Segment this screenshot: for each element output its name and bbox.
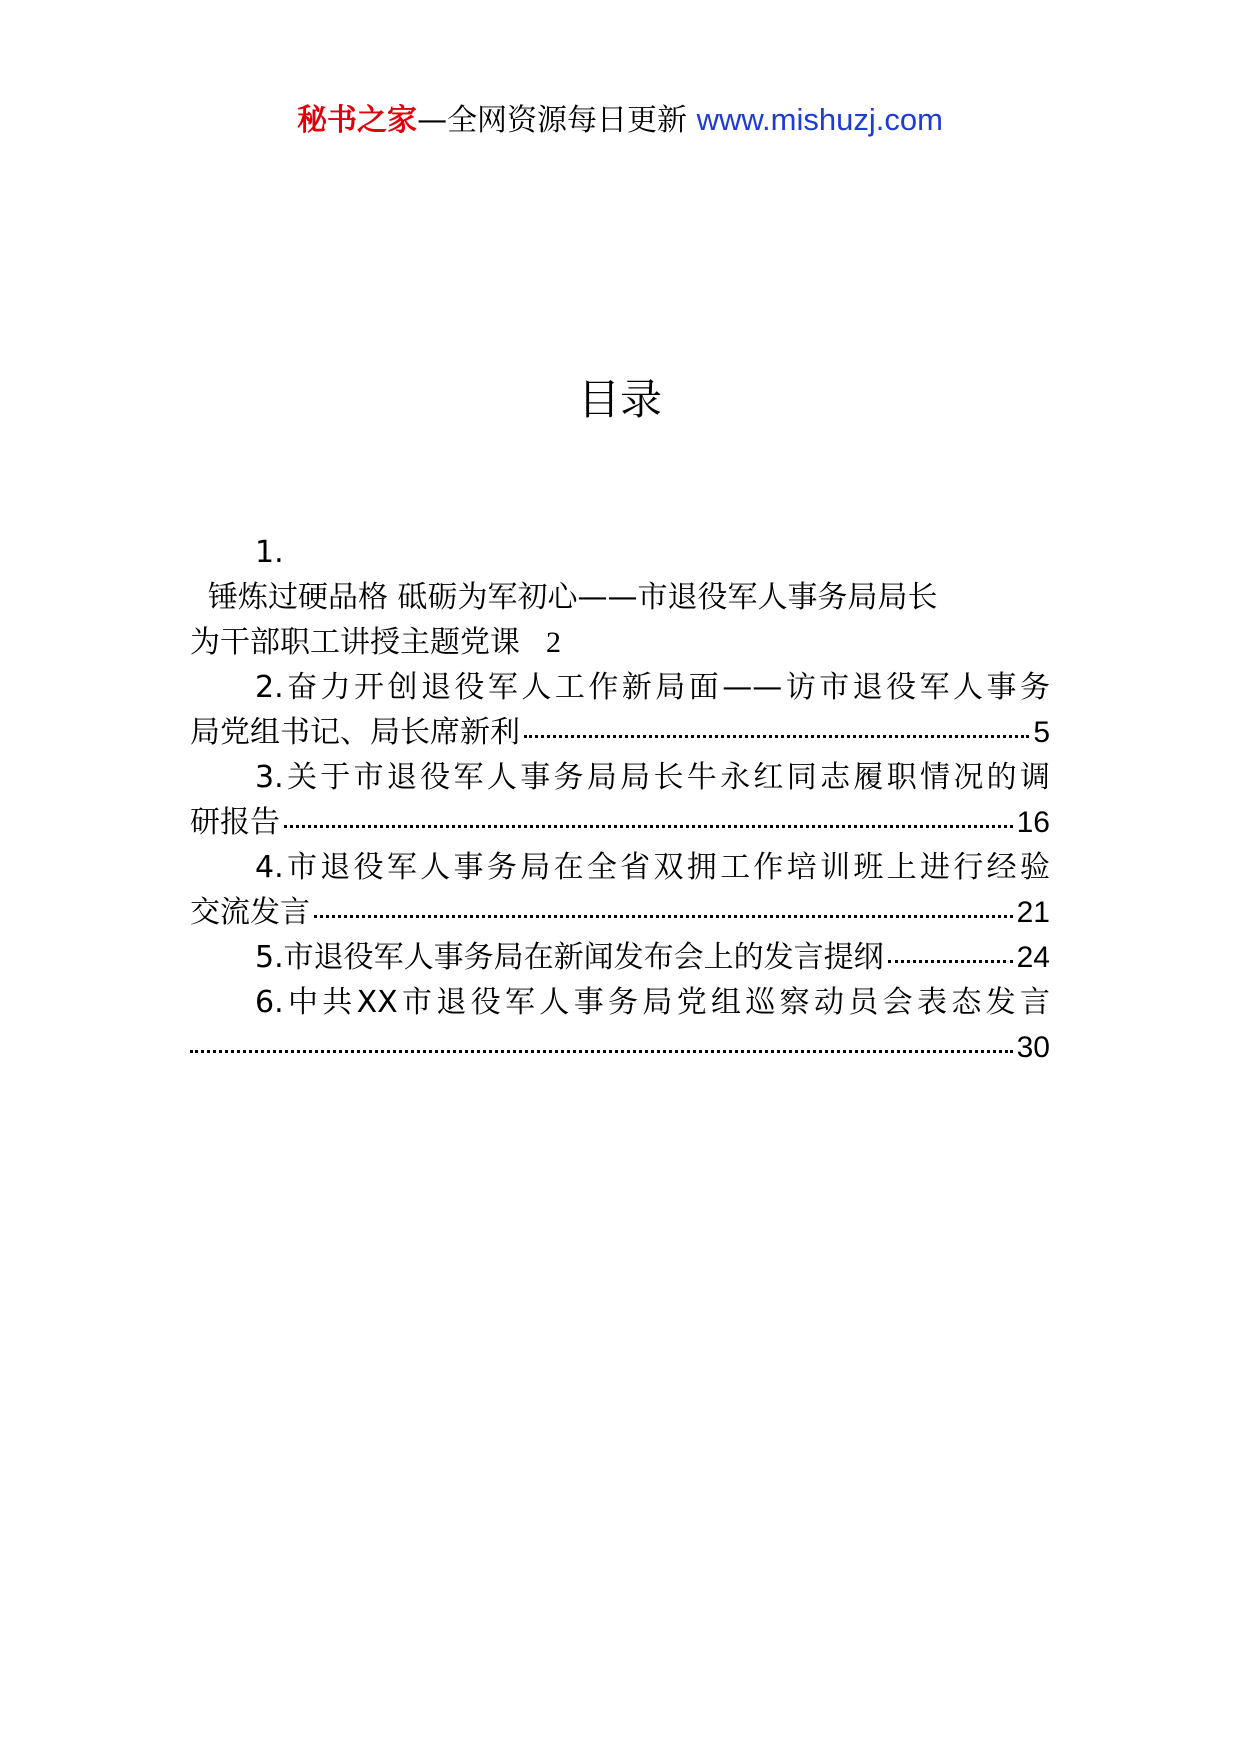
toc-entry-5[interactable]	[190, 935, 1050, 980]
brand-name: 秘书之家	[297, 103, 418, 138]
table-of-contents	[190, 530, 1050, 1070]
toc-leader-dots	[524, 712, 1029, 742]
toc-entry-page: 21	[1016, 896, 1050, 929]
toc-entry-title-line1: 锤炼过硬品格 砥砺为军初心——市退役军人事务局局长	[208, 580, 938, 615]
page-title: 目录	[577, 375, 662, 424]
toc-entry-number: 1.	[255, 535, 284, 570]
toc-entry-page: 5	[1033, 716, 1050, 749]
site-header	[0, 100, 1240, 141]
toc-entry-title-line1: 3.关于市退役军人事务局局长牛永红同志履职情况的调	[255, 760, 1050, 795]
toc-entry-page: 2	[546, 626, 561, 659]
toc-entry-4[interactable]	[190, 845, 1050, 935]
toc-entry-title-line2: 交流发言	[190, 895, 310, 930]
toc-leader-dots	[888, 937, 1013, 967]
toc-entry-title-line1: 5.市退役军人事务局在新闻发布会上的发言提纲	[255, 940, 884, 975]
toc-leader-dots	[284, 802, 1013, 832]
toc-entry-6[interactable]	[190, 980, 1050, 1070]
toc-entry-title-line1: 4.市退役军人事务局在全省双拥工作培训班上进行经验	[255, 850, 1050, 885]
header-slogan: —全网资源每日更新	[417, 103, 697, 138]
toc-entry-page: 24	[1016, 941, 1050, 974]
toc-leader-dots	[190, 1027, 1013, 1057]
toc-entry-page: 30	[1016, 1031, 1050, 1064]
toc-entry-title-line2: 局党组书记、局长席新利	[190, 715, 520, 750]
toc-entry-2[interactable]	[190, 665, 1050, 755]
site-url-link[interactable]: www.mishuzj.com	[696, 102, 943, 137]
toc-entry-title-line1: 6.中共XX市退役军人事务局党组巡察动员会表态发言	[255, 985, 1050, 1020]
toc-entry-title-line2: 为干部职工讲授主题党课	[190, 625, 520, 660]
toc-entry-title-line1: 2.奋力开创退役军人工作新局面——访市退役军人事务	[255, 670, 1050, 705]
toc-entry-page: 16	[1016, 806, 1050, 839]
toc-entry-3[interactable]	[190, 755, 1050, 845]
toc-entry-title-line2: 研报告	[190, 805, 280, 840]
toc-leader-dots	[314, 892, 1013, 922]
toc-entry-1[interactable]	[190, 530, 1050, 665]
